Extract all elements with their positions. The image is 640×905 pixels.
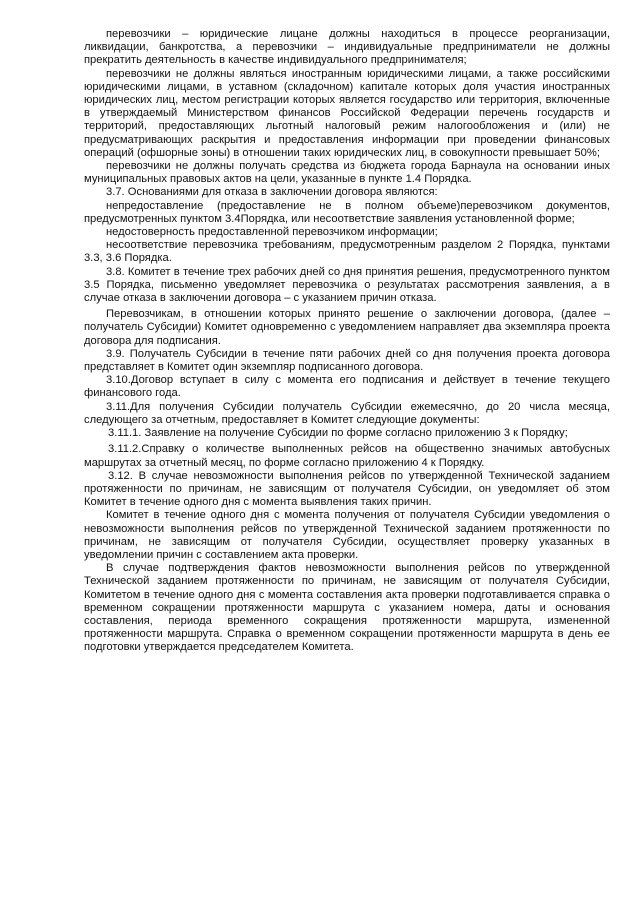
paragraph-3-11-1: 3.11.1. Заявление на получение Субсидии по форме согласно приложению 3 к Порядку; [108,427,568,440]
paragraph-3-9: 3.9. Получатель Субсидии в течение пяти рабочих дней со дня получения проекта договора представляет в Комитет один экземпляр подписанного договора. [84,347,610,374]
paragraph-foreign-entities: перевозчики не должны являться иностранным юридическими лицами, а также российскими юридическими лицами, в уставном (складочном) капитале которых доля участия иностранных юридических лиц, местом регистрации которых является государство или территория, включенные в утверждаемый Министерством финансов Российской Федерации перечень государств и территорий, предоставляющих льготный налоговый режим налогообложения и (или) не предусматривающих раскрытия и предоставления информации при проведении финансовых операций (офшорные зоны) в отношении таких юридических лиц, в совокупности превышает 50%; [84,67,610,159]
paragraph-3-7: 3.7. Основаниями для отказа в заключении договора являются: [106,186,438,199]
paragraph-3-12: 3.12. В случае невозможности выполнения рейсов по утвержденной Технической заданием протяженности по причинам, не зависящим от получателя Субсидии, он уведомляет об этом Комитет в течение одного дня с момента выявления таких причин. [84,469,610,509]
paragraph-carriers-contract: Перевозчикам, в отношении которых принято решение о заключении договора, (далее – получатель Субсидии) Комитет одновременно с уведомлением направляет два экземпляра проекта договора для подписания. [84,308,610,347]
paragraph-budget-funds: перевозчики не должны получать средства из бюджета города Барнаула на основании иных муниципальных правовых актов на цели, указанные в пункте 1.4 Порядка. [84,160,610,186]
paragraph-committee-check: Комитет в течение одного дня с момента получения от получателя Субсидии уведомления о невозможности выполнения рейсов по утвержденной Технической заданием протяженности по причинам, не зависящим от получателя Субсидии, осуществляет проверку указанных в уведомлении причин с составлением акта проверки. [84,509,610,561]
paragraph-confirmation: В случае подтверждения фактов невозможности выполнения рейсов по утвержденной Технической заданием протяженности по причинам, не зависящим от получателя Субсидии, Комитетом в течение одного дня с момента составления акта проверки подготавливается справка о временном сокращении протяженности маршрута с указанием номера, даты и основания составления, периода временного сокращения протяженности маршрута, измененной протяженности маршрута. Справка о временном сокращении протяженности маршрута в день ее подготовки утверждается председателем Комитета. [84,562,610,654]
paragraph-3-11: 3.11.Для получения Субсидии получатель Субсидии ежемесячно, до 20 числа месяца, следующего за отчетным, предоставляет в Комитет следующие документы: [84,400,610,426]
paragraph-carrier-reorganization: перевозчики – юридические лицане должны находиться в процессе реорганизации, ликвидации, банкротства, а перевозчики – индивидуальные предприниматели не должны прекратить деятельность в качестве индивидуального предпринимателя; [84,28,610,67]
paragraph-3-8: 3.8. Комитет в течение трех рабочих дней со дня принятия решения, предусмотренного пунктом 3.5 Порядка, письменно уведомляет перевозчика о результатах рассмотрения заявления, а в случае отказа в заключении договора – с указанием причин отказа. [84,265,610,305]
paragraph-3-11-2: 3.11.2.Справку о количестве выполненных рейсов на общественно значимых автобусных маршрутах за отчетный месяц, по форме согласно приложению 4 к Порядку. [84,443,610,469]
paragraph-unreliable-info: недостоверность предоставленной перевозчиком информации; [106,226,438,239]
paragraph-non-submission: непредоставление (предоставление не в полном объеме)перевозчиком документов, предусмотренных пунктом 3.4Порядка, или несоответствие заявления установленной форме; [84,199,610,225]
paragraph-non-compliance: несоответствие перевозчика требованиям, предусмотренным разделом 2 Порядка, пунктами 3.3, 3.6 Порядка. [84,239,610,265]
paragraph-3-10: 3.10.Договор вступает в силу с момента его подписания и действует в течение текущего финансового года. [84,374,610,400]
